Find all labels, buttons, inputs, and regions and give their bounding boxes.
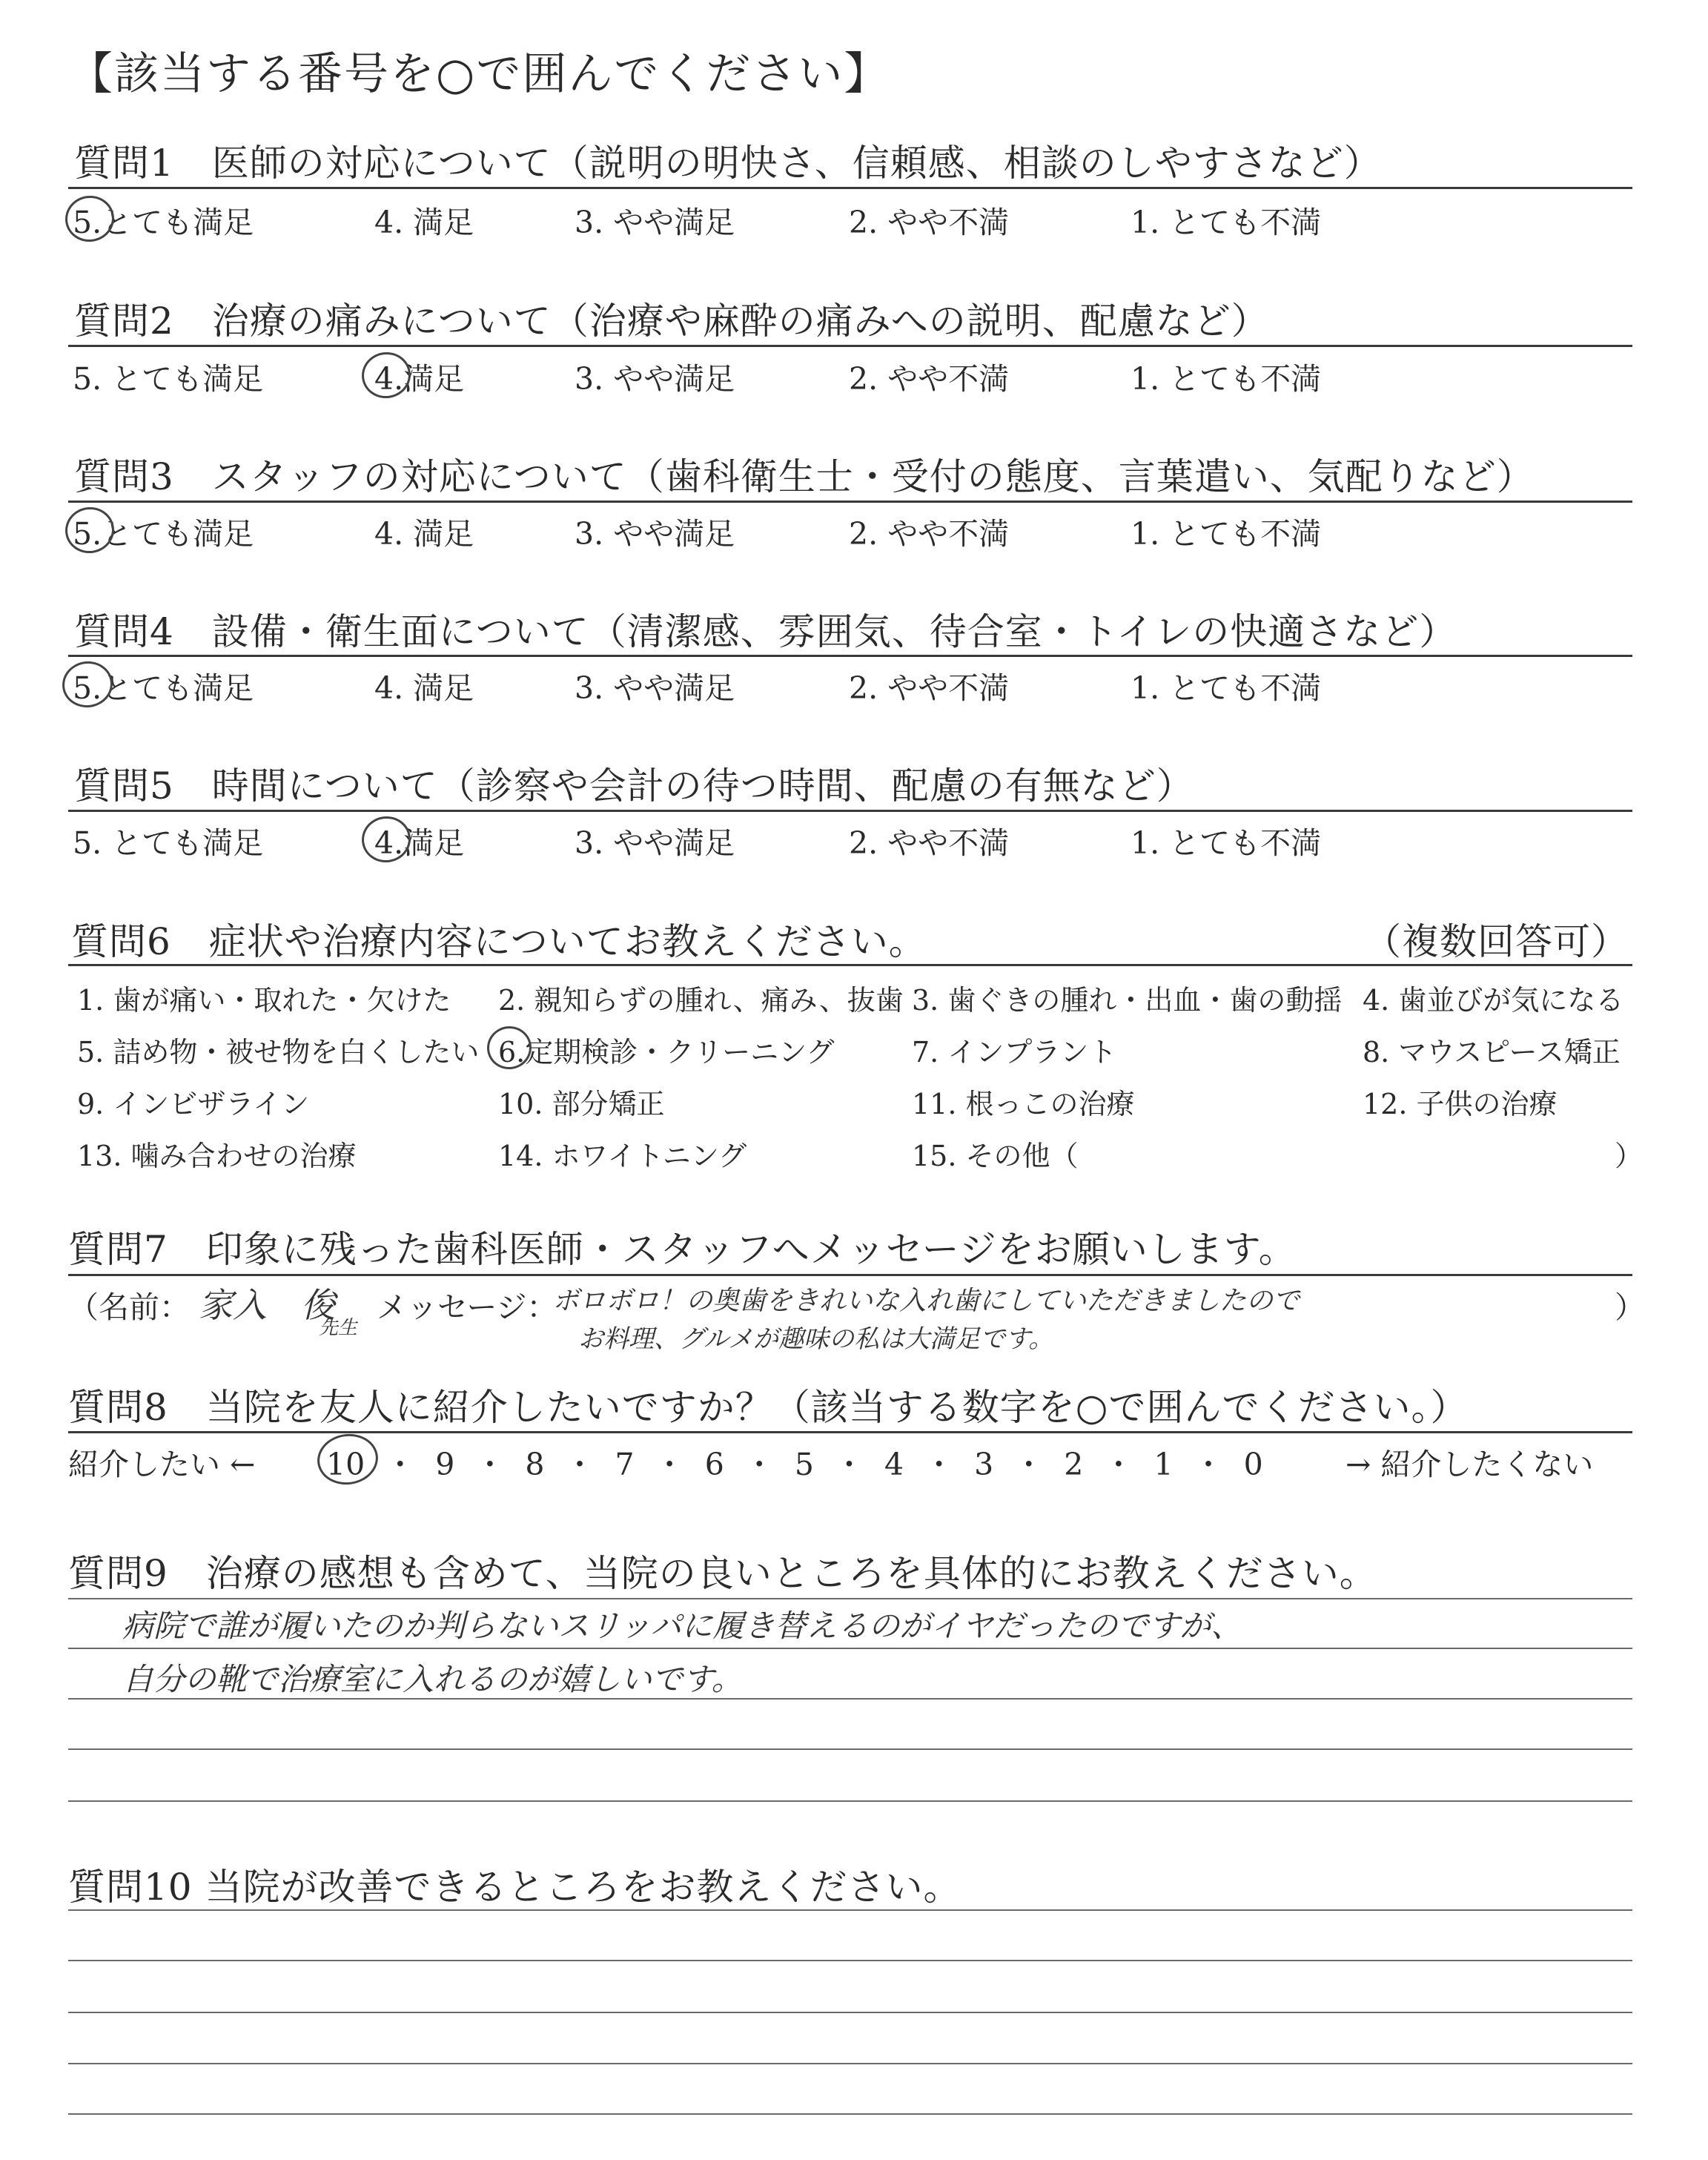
writing-line [68,1909,1632,1911]
divider [68,1431,1632,1433]
q3-option-4[interactable]: 4. 満足 [374,516,474,552]
writing-line [68,1800,1632,1802]
q1-option-3[interactable]: 3. やや満足 [575,205,735,240]
q2-option-5[interactable]: 5. とても満足 [73,361,264,397]
q5-option-2[interactable]: 2. やや不満 [849,825,1010,861]
divider [68,187,1632,189]
q6-item[interactable]: 2. 親知らずの腫れ、痛み、抜歯 [498,984,904,1017]
q6-item[interactable]: 12. 子供の治療 [1363,1088,1558,1120]
q6-item[interactable]: 11. 根っこの治療 [912,1088,1135,1120]
question-2-heading: 質問2 治療の痛みについて（治療や麻酔の痛みへの説明、配慮など） [74,300,1269,343]
name-label: （名前： [68,1289,190,1325]
divider [68,1274,1632,1276]
writing-line [68,1748,1632,1750]
q6-item[interactable]: 1. 歯が痛い・取れた・欠けた [77,984,451,1017]
q6-item-other-close: ） [1615,1140,1644,1172]
writing-line [68,1960,1632,1961]
recommend-left-label: 紹介したい ← [68,1447,256,1482]
q4-option-1[interactable]: 1. とても不満 [1131,670,1322,706]
q6-item[interactable]: 5. 詰め物・被せ物を白くしたい [77,1036,480,1069]
q3-option-5[interactable]: 5.とても満足 [73,516,254,552]
q5-option-1[interactable]: 1. とても不満 [1131,825,1322,861]
q6-item[interactable]: 4. 歯並びが気になる [1363,984,1624,1017]
recommend-scale[interactable]: 10 ・ 9 ・ 8 ・ 7 ・ 6 ・ 5 ・ 4 ・ 3 ・ 2 ・ 1 ・ 0 [326,1447,1263,1482]
writing-line [68,1648,1632,1649]
divider [68,345,1632,347]
writing-line [68,2012,1632,2013]
q6-item[interactable]: 13. 噛み合わせの治療 [77,1140,357,1172]
q2-option-2[interactable]: 2. やや不満 [849,361,1010,397]
name-suffix: 先生 [319,1317,358,1339]
q1-option-2[interactable]: 2. やや不満 [849,205,1010,240]
writing-line [68,1598,1632,1599]
divider [68,501,1632,503]
writing-line [68,2113,1632,2115]
question-9-heading: 質問9 治療の感想も含めて、当院の良いところを具体的にお教えください。 [68,1552,1377,1595]
q2-option-4[interactable]: 4.満足 [374,361,465,397]
question-10-heading: 質問10 当院が改善できるところをお教えください。 [68,1866,961,1909]
name-value[interactable]: 家入 俊 [199,1285,335,1325]
q6-item[interactable]: 14. ホワイトニング [498,1140,747,1172]
q4-option-5[interactable]: 5.とても満足 [73,670,254,706]
divider [68,810,1632,812]
q3-option-3[interactable]: 3. やや満足 [575,516,735,552]
q6-item[interactable]: 8. マウスピース矯正 [1363,1036,1621,1069]
q4-option-3[interactable]: 3. やや満足 [575,670,735,706]
message-close-paren: ） [1615,1289,1645,1325]
q1-option-1[interactable]: 1. とても不満 [1131,205,1322,240]
writing-line [68,2063,1632,2064]
q6-item-other[interactable]: 15. その他（ [912,1140,1079,1172]
q4-option-4[interactable]: 4. 満足 [374,670,474,706]
divider [68,655,1632,657]
q2-option-1[interactable]: 1. とても不満 [1131,361,1322,397]
q5-option-3[interactable]: 3. やや満足 [575,825,735,861]
answer-line-1[interactable]: 病院で誰が履いたのか判らないスリッパに履き替えるのがイヤだったのですが、 [122,1608,1242,1644]
q6-item[interactable]: 3. 歯ぐきの腫れ・出血・歯の動揺 [912,984,1343,1017]
message-line-2[interactable]: お料理、グルメが趣味の私は大満足です。 [578,1324,1054,1354]
writing-line [68,1698,1632,1700]
question-3-heading: 質問3 スタッフの対応について（歯科衛生士・受付の態度、言葉遣い、気配りなど） [74,455,1535,498]
q6-item[interactable]: 10. 部分矯正 [498,1088,665,1120]
question-1-heading: 質問1 医師の対応について（説明の明快さ、信頼感、相談のしやすさなど） [74,142,1382,185]
q6-item[interactable]: 6.定期検診・クリーニング [498,1036,835,1069]
question-7-heading: 質問7 印象に残った歯科医師・スタッフへメッセージをお願いします。 [68,1228,1297,1271]
question-6-heading: 質問6 症状や治療内容についてお教えください。 [71,920,927,963]
q1-option-4[interactable]: 4. 満足 [374,205,474,240]
message-line-1[interactable]: ボロボロ！の奥歯をきれいな入れ歯にしていただきましたので [552,1286,1300,1316]
recommend-right-label: → 紹介したくない [1345,1447,1594,1482]
question-4-heading: 質問4 設備・衛生面について（清潔感、雰囲気、待合室・トイレの快適さなど） [74,610,1457,653]
question-5-heading: 質問5 時間について（診察や会計の待つ時間、配慮の有無など） [74,764,1194,807]
q6-item[interactable]: 9. インビザライン [77,1088,310,1120]
q6-item[interactable]: 7. インプラント [912,1036,1117,1069]
multiple-answers-note: （複数回答可） [1364,920,1629,963]
q2-option-3[interactable]: 3. やや満足 [575,361,735,397]
message-label: メッセージ： [377,1289,557,1325]
q3-option-1[interactable]: 1. とても不満 [1131,516,1322,552]
answer-line-2[interactable]: 自分の靴で治療室に入れるのが嬉しいです。 [122,1661,743,1697]
q3-option-2[interactable]: 2. やや不満 [849,516,1010,552]
divider [68,964,1632,966]
question-8-heading: 質問8 当院を友人に紹介したいですか？（該当する数字を○で囲んでください。） [68,1386,1469,1429]
q1-option-5[interactable]: 5.とても満足 [73,205,254,240]
q5-option-5[interactable]: 5. とても満足 [73,825,264,861]
page-title: 【該当する番号を○で囲んでください】 [68,48,890,100]
q5-option-4[interactable]: 4.満足 [374,825,465,861]
q4-option-2[interactable]: 2. やや不満 [849,670,1010,706]
